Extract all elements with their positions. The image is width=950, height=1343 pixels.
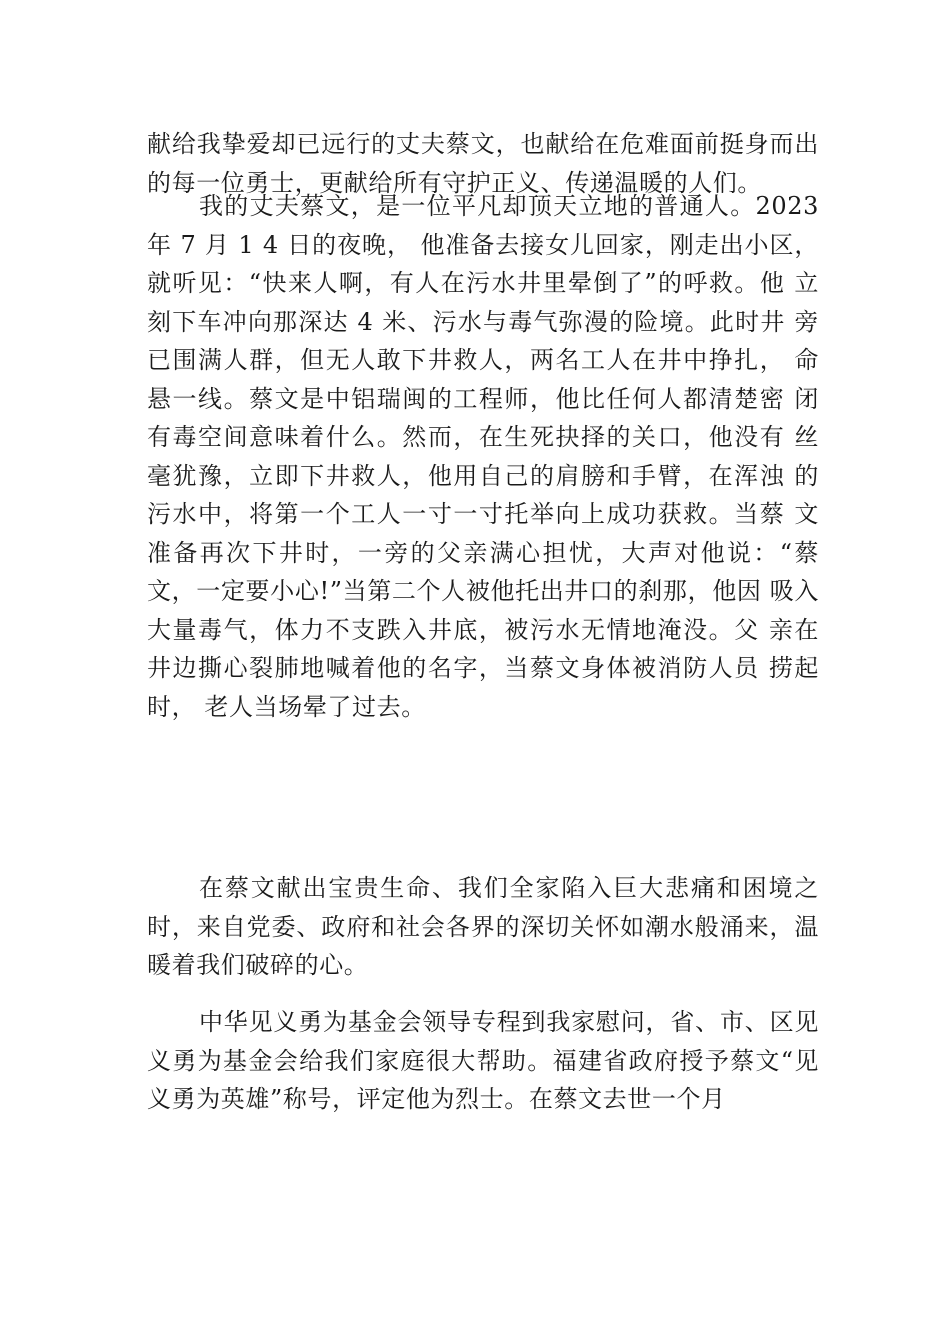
dedication-paragraph: 献给我挚爱却已远行的丈夫蔡文，也献给在危难面前挺身而出的每一位勇士，更献给所有守护正义、传递温暖的人们。 [147, 130, 819, 197]
rescue-story-paragraph: 我的丈夫蔡文，是一位平凡却顶天立地的普通人。2023 年 7 月 1 4 日的夜晚， 他准备去接女儿回家，刚走出小区， 就听见：“快来人啊，有人在污水井里晕倒了”的呼救。他 立刻下车冲向那深达 4 米、污水与毒气弥漫的险境。此时井 旁已围满人群，但无人敢下井救人，两名工人在井中挣扎， 命悬一线。蔡文是中铝瑞闽的工程师，他比任何人都清楚密 闭有毒空间意味着什么。然而，在生死抉择的关口，他没有 丝毫犹豫，立即下井救人，他用自己的肩膀和手臂，在浑浊 的污水中，将第一个工人一寸一寸托举向上成功获救。当蔡 文准备再次下井时，一旁的父亲满心担忧，大声对他说：“蔡 文，一定要小心!”当第二个人被他托出井口的刹那，他因 吸入大量毒气，体力不支跌入井底，被污水无情地淹没。父 亲在井边撕心裂肺地喊着他的名字，当蔡文身体被消防人员 捞起时， 老人当场晕了过去。 [147, 192, 819, 721]
care-paragraph: 在蔡文献出宝贵生命、我们全家陷入巨大悲痛和困境之时，来自党委、政府和社会各界的深切关怀如潮水般涌来，温暖着我们破碎的心。 [147, 874, 819, 979]
honor-paragraph: 中华见义勇为基金会领导专程到我家慰问，省、市、区见义勇为基金会给我们家庭很大帮助。福建省政府授予蔡文“见义勇为英雄”称号，评定他为烈士。在蔡文去世一个月 [147, 1008, 819, 1113]
